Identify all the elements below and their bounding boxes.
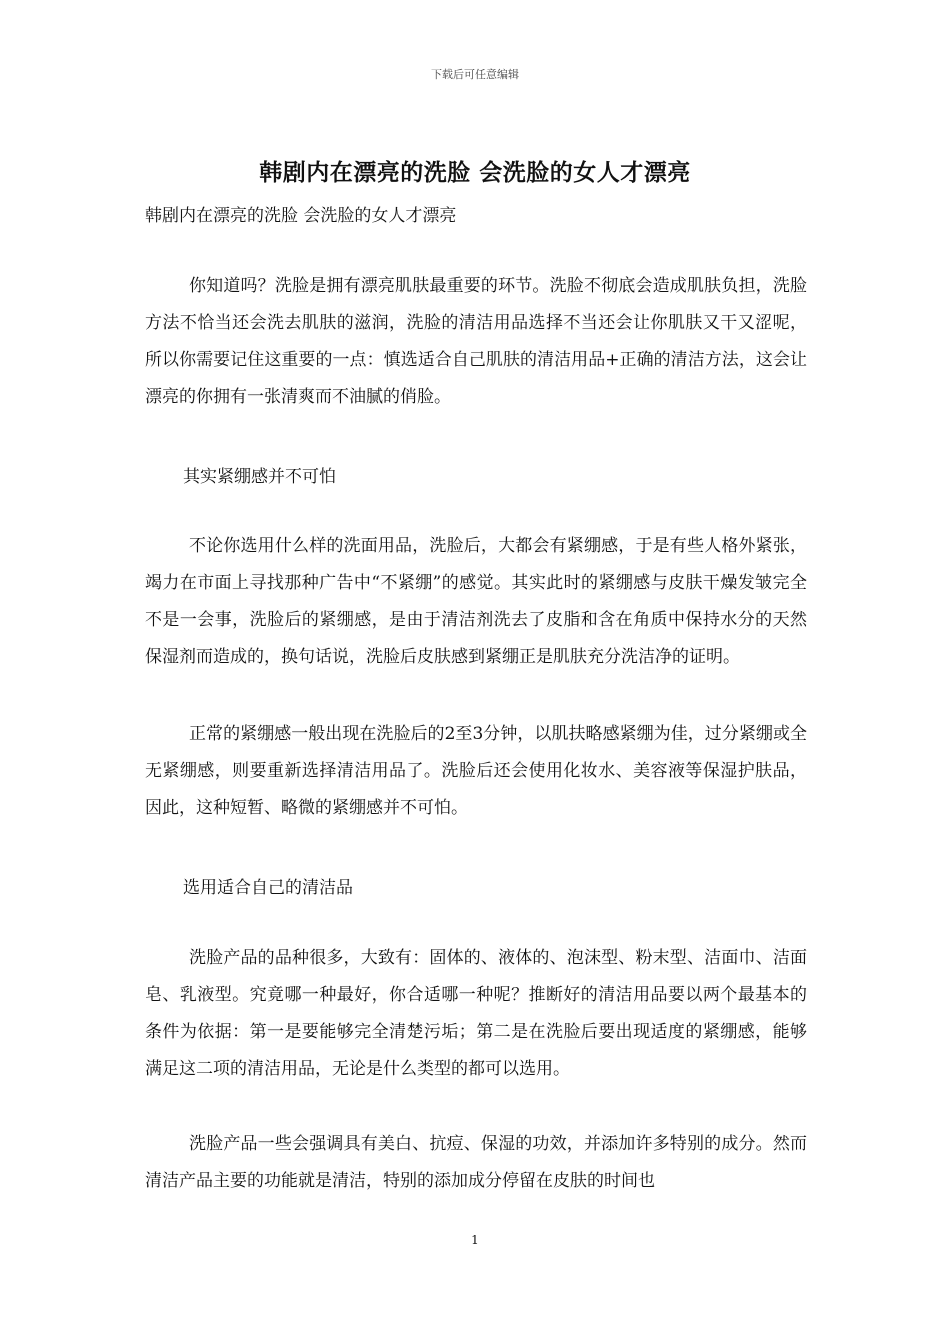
paragraph-tightness-1: 不论你选用什么样的洗面用品，洗脸后，大都会有紧绷感，于是有些人格外紧张，竭力在市面上寻找那种广告中“不紧绷”的感觉。其实此时的紧绷感与皮肤干燥发皱完全不是一会事，洗脸后的紧绷感，是由于清洁剂洗去了皮脂和含在角质中保持水分的天然保湿剂而造成的，换句话说，洗脸后皮肤感到紧绷正是肌肤充分洗洁净的证明。 bbox=[145, 536, 807, 667]
document-subtitle: 韩剧内在漂亮的洗脸 会洗脸的女人才漂亮 bbox=[145, 206, 457, 226]
header-note: 下载后可任意编辑 bbox=[431, 68, 519, 81]
document-title: 韩剧内在漂亮的洗脸 会洗脸的女人才漂亮 bbox=[259, 159, 691, 186]
section-heading-cleanser: 选用适合自己的清洁品 bbox=[183, 878, 353, 898]
paragraph-tightness-2: 正常的紧绷感一般出现在洗脸后的2至3分钟，以肌扶略感紧绷为佳，过分紧绷或全无紧绷感，则要重新选择清洁用品了。洗脸后还会使用化妆水、美容液等保湿护肤品，因此，这种短暂、略微的紧绷感并不可怕。 bbox=[145, 724, 807, 818]
paragraph-intro: 你知道吗？洗脸是拥有漂亮肌肤最重要的环节。洗脸不彻底会造成肌肤负担，洗脸方法不恰当还会洗去肌肤的滋润，洗脸的清洁用品选择不当还会让你肌肤又干又涩呢，所以你需要记住这重要的一点：慎选适合自己肌肤的清洁用品+正确的清洁方法，这会让漂亮的你拥有一张清爽而不油腻的俏脸。 bbox=[145, 276, 807, 407]
paragraph-cleanser-1: 洗脸产品的品种很多，大致有：固体的、液体的、泡沫型、粉末型、洁面巾、洁面皂、乳液型。究竟哪一种最好，你合适哪一种呢？推断好的清洁用品要以两个最基本的条件为依据：第一是要能够完全清楚污垢；第二是在洗脸后要出现适度的紧绷感，能够满足这二项的清洁用品，无论是什么类型的都可以选用。 bbox=[145, 948, 807, 1079]
section-heading-tightness: 其实紧绷感并不可怕 bbox=[183, 467, 336, 487]
paragraph-cleanser-2: 洗脸产品一些会强调具有美白、抗痘、保湿的功效，并添加许多特别的成分。然而清洁产品主要的功能就是清洁，特别的添加成分停留在皮肤的时间也 bbox=[145, 1134, 807, 1191]
page-number: 1 bbox=[471, 1233, 479, 1247]
